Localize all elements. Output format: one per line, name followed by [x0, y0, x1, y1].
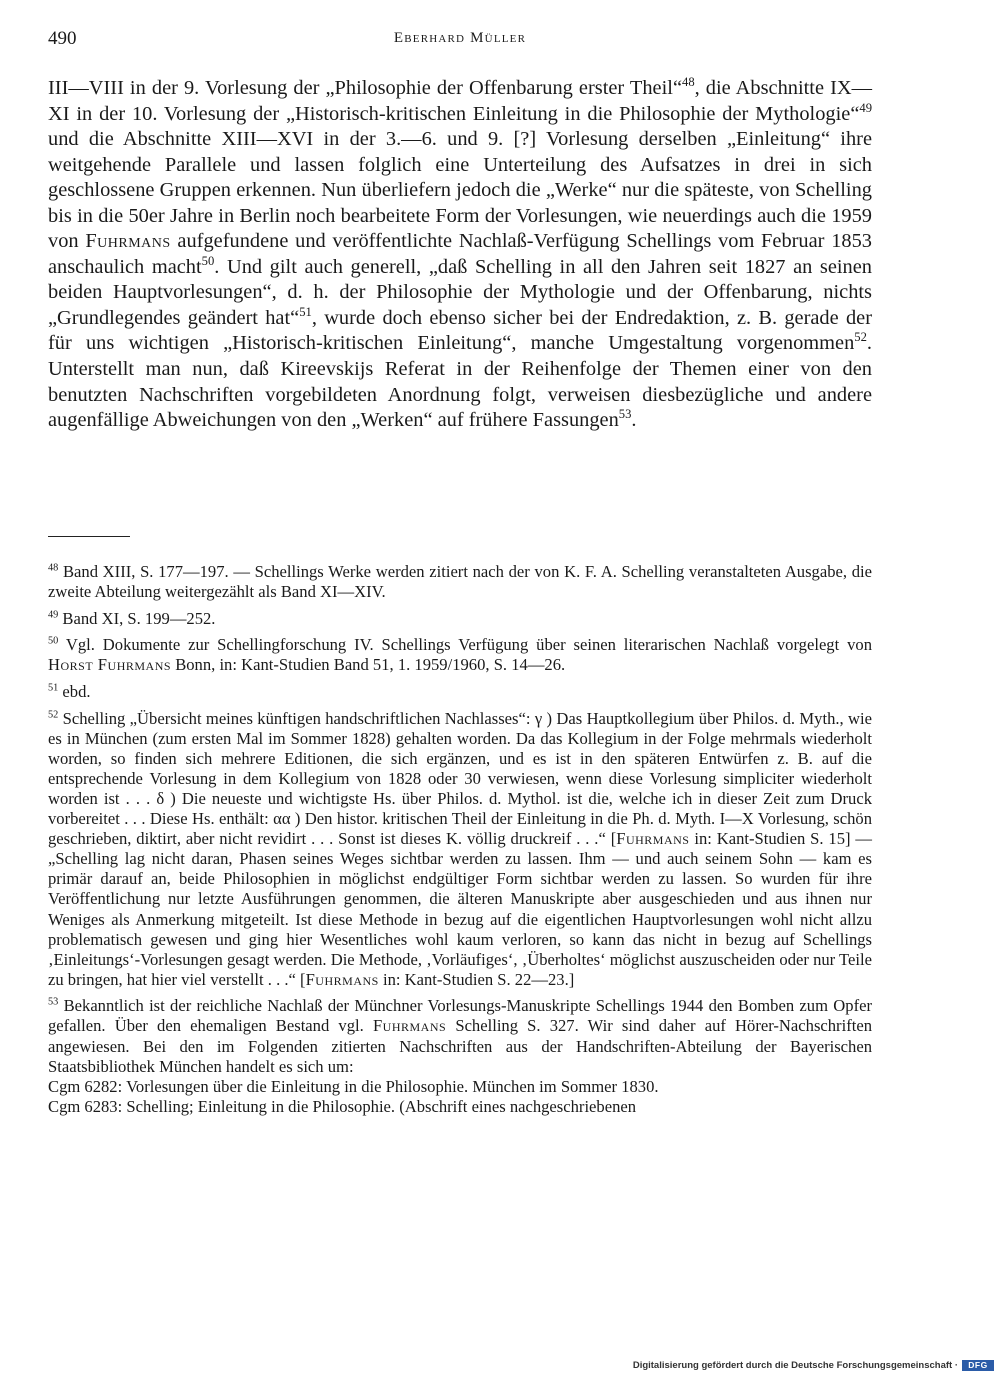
dfg-logo: DFG [962, 1360, 994, 1371]
footnote-50: $^{50}$ Vgl. Dokumente zur Schellingforschung IV. Schellings Verfügung über seinen literarischen Nachlaß vorgelegt von Horst Fuhrmans Bonn, in: Kant-Studien Band 51, 1. 1959/1960, S. 14—26. [48, 635, 872, 675]
footnote-ref-51[interactable]: 51 [299, 305, 312, 320]
footer-credit: Digitalisierung gefördert durch die Deutsche Forschungsgemeinschaft · [632, 1360, 958, 1371]
author-name: Fuhrmans [85, 230, 171, 253]
manuscript-entry-cgm6283: Cgm 6283: Schelling; Einleitung in die Philosophie. (Abschrift eines nachgeschriebenen [48, 1096, 637, 1116]
page-header [48, 28, 872, 56]
footnote-ref-52[interactable]: 52 [854, 330, 867, 345]
footnote-49: $^{49}$ Band XI, S. 199—252. [48, 608, 216, 628]
running-head: Eberhard Müller [393, 30, 527, 46]
main-text [48, 76, 872, 434]
footnote-52: $^{52}$ Schelling „Übersicht meines künftigen handschriftlichen Nachlasses“: γ ) Das Hauptkollegium über Philos. d. Myth., wie es in München (zum ersten Mal im Sommer 1828) gehalten worden. Da das Kollegium in der Folge mehrmals wiederholt worden, so finden sich mehrere Editionen, die sich ergänzen, und es ist in den späteren Entwürfen z. B. auf die entsprechende Vorlesung in dem Kollegium von 1828 oder 30 verwiesen, wenn diese Vorlesung simpliciter wiederholt worden ist . . . δ ) Die neueste und wichtigste Hs. über Philos. d. Mythol. ist die, welche ich in dieser Zeit zum Druck vorbereitet . . . Diese Hs. enthält: αα ) Den histor. kritischen Theil der Einleitung in die Ph. d. Myth. I—X Vorlesung, schön geschrieben, diktirt, aber nicht revidirt . . . Sonst ist dieses K. völlig druckreif . . .“ [Fuhrmans in: Kant-Studien S. 15] — „Schelling lag nicht daran, Phasen seines Weges sichtbar werden zu lassen. Ihm — und auch seinem Sohn — kam es primär darauf an, beide Philosophien in möglichst endgültiger Form sichtbar werden zu lassen. So wurden für ihre Veröffentlichung nur letzte Ausführungen genommen, die älteren Manuskripte aber ausgeschieden und aus ihnen nur Weniges als Anmerkung mitgeteilt. Ist diese Methode in bezug auf die eigentlichen Hauptvorlesungen wohl nicht allzu problematisch gewesen und ging hier Wesentliches wohl kaum verloren, so kann das nicht in bezug auf Schellings ‚Einleitungs‘-Vorlesungen gesagt werden. Die Methode, ‚Vorläufiges‘, ‚Überholtes‘ möglichst auszuscheiden oder nur Teile zu bringen, hat hier viel verstellt . . .“ [Fuhrmans in: Kant-Studien S. 22—23.] [48, 708, 872, 989]
footnote-ref-50[interactable]: 50 [201, 254, 215, 269]
manuscript-entry-cgm6282: Cgm 6282: Vorlesungen über die Einleitung in die Philosophie. München im Sommer 1830. [48, 1076, 659, 1096]
main-paragraph: III—VIII in der 9. Vorlesung der „Philosophie der Offenbarung erster Theil“$^{48}$, die Abschnitte IX—XI in der 10. Vorlesung der „Historisch-kritischen Einleitung in die Philosophie der Mythologie“$^{49}$ und die Abschnitte XIII—XVI in der 3.—6. und 9. [?] Vorlesung derselben „Einleitung“ ihre weitgehende Parallele und lassen folglich eine Unterteilung des Aufsatzes in drei in sich geschlossene Gruppen erkennen. Nun überliefern jedoch die „Werke“ nur die späteste, von Schelling bis in die 50er Jahre in Berlin noch bearbeitete Form der Vorlesungen, wie neuerdings auch die 1959 von Fuhrmans aufgefundene und veröffentlichte Nachlaß-Verfügung Schellings vom Februar 1853 anschaulich macht$^{50}$. Und gilt auch generell, „daß Schelling in all den Jahren seit 1827 an seinen beiden Hauptvorlesungen“, d. h. der Philosophie der Mythologie und der Offenbarung, nichts „Grundlegendes geändert hat“$^{51}$, wurde doch ebenso sicher bei der Endredaktion, z. B. gerade der für uns wichtigen „Historisch-kritischen Einleitung“, manche Umgestaltung vorgenommen$^{52}$. Unterstellt man nun, daß Kireevskijs Referat in der Reihenfolge der Themen einer von den benutzten Nachschriften vorgebildeten Anordnung folgt, verweisen diesbezügliche und andere augenfällige Abweichungen von den „Werken“ auf frühere Fassungen$^{53}$. [48, 75, 872, 432]
footnote-53: $^{53}$ Bekanntlich ist der reichliche Nachlaß der Münchner Vorlesungs-Manuskripte Schellings 1944 den Bomben zum Opfer gefallen. Über den ehemaligen Bestand vgl. Fuhrmans Schelling S. 327. Wir sind daher auf Hörer-Nachschriften angewiesen. Bei den im Folgenden zitierten Nachschriften aus der Handschriften-Abteilung der Bayerischen Staatsbibliothek München handelt es sich um: [48, 996, 872, 1076]
digitization-footer [0, 1360, 1000, 1373]
footnote-48: $^{48}$ Band XIII, S. 177—197. — Schellings Werke werden zitiert nach der von K. F. A. Schelling veranstalteten Ausgabe, die zweite Abteilung weitergezählt als Band XI—XIV. [48, 562, 872, 602]
footnote-separator [48, 536, 130, 537]
page-number: 490 [48, 28, 77, 49]
footnotes [48, 562, 872, 1117]
footnote-ref-48[interactable]: 48 [682, 75, 695, 90]
footnote-ref-49[interactable]: 49 [859, 100, 872, 115]
footnote-51: $^{51}$ ebd. [48, 681, 91, 701]
footnote-ref-53[interactable]: 53 [618, 407, 632, 422]
